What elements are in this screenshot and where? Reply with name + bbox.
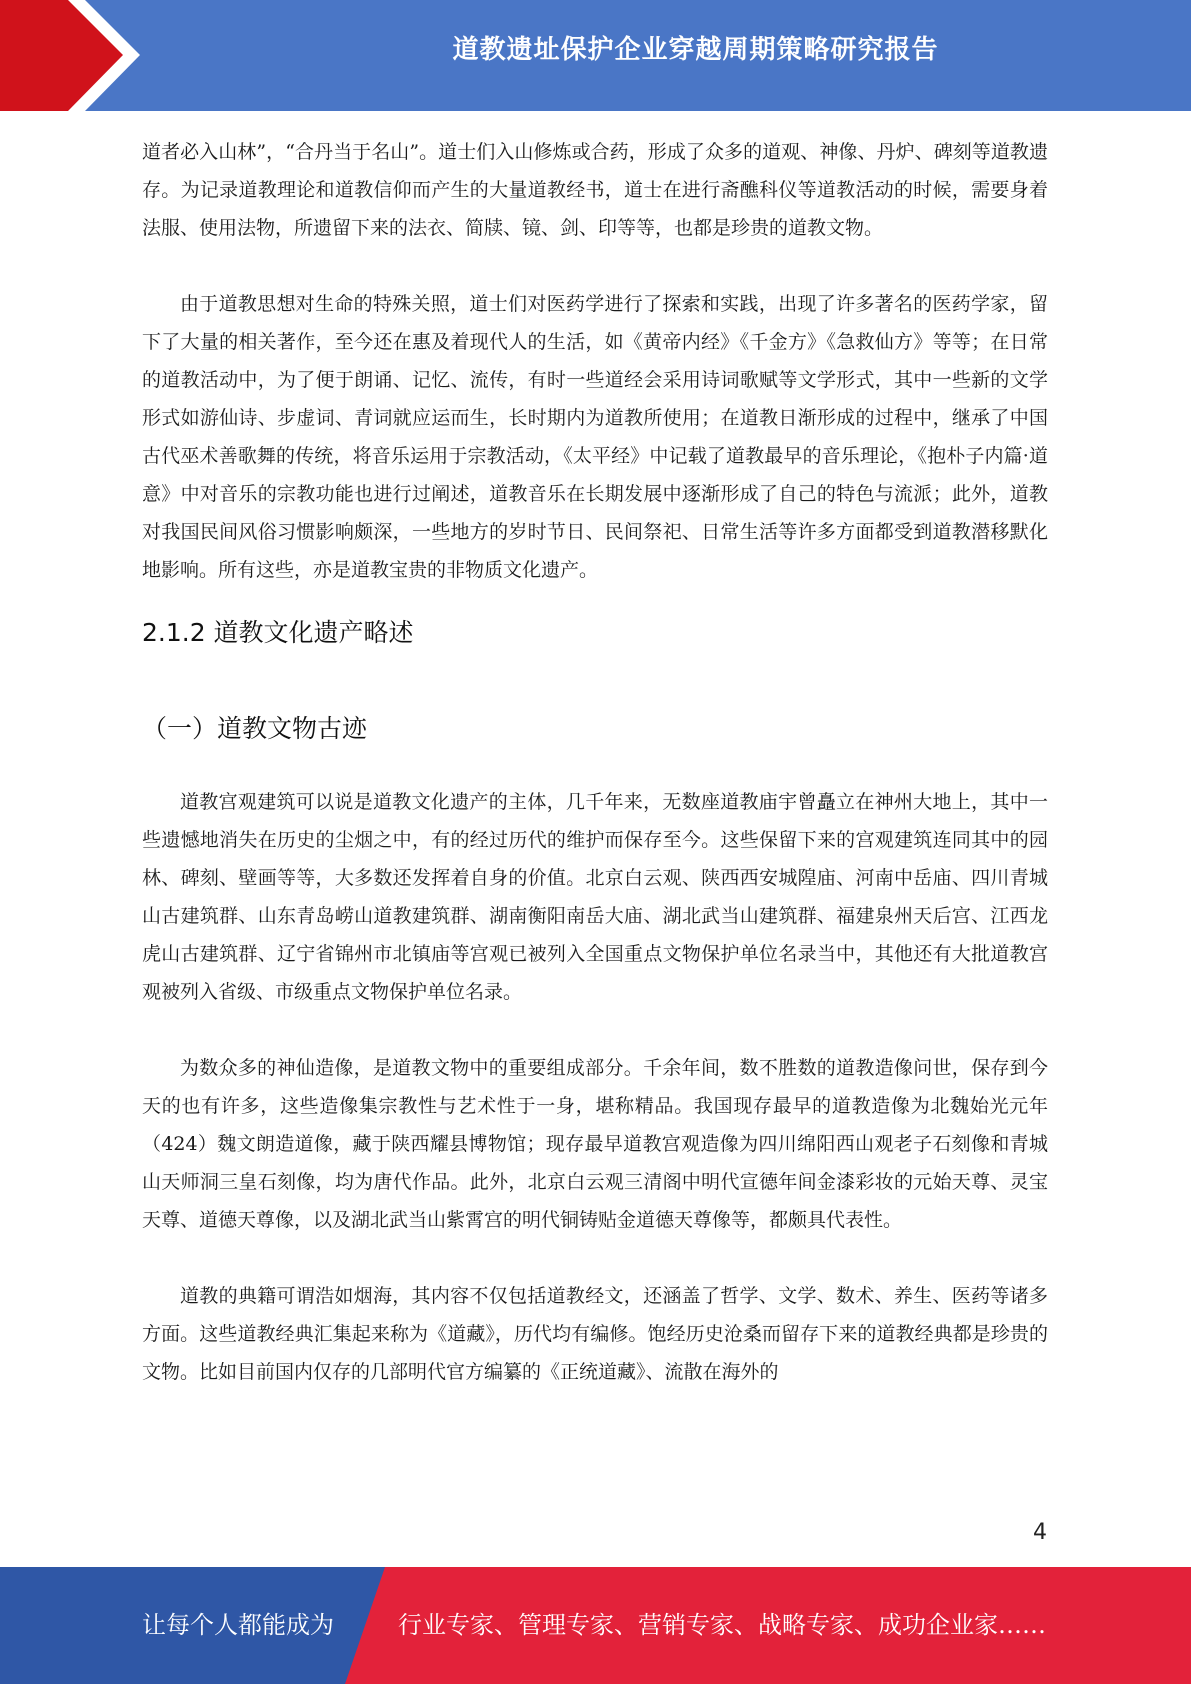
header-arrow-decoration	[0, 0, 160, 111]
subsection-heading: （一）道教文物古迹	[142, 714, 368, 743]
paragraph-1: 道者必入山林”，“合丹当于名山”。道士们入山修炼或合药，形成了众多的道观、神像、丹炉、碑刻等道教遗存。为记录道教理论和道教信仰而产生的大量道教经书，道士在进行斋醮科仪等道教活动的时候，需要身着法服、使用法物，所遗留下来的法衣、简牍、镜、剑、印等等，也都是珍贵的道教文物。	[142, 141, 1048, 239]
section-heading: 2.1.2 道教文化遗产略述	[142, 618, 414, 647]
document-body	[142, 133, 1048, 1391]
paragraph-4: 为数众多的神仙造像，是道教文物中的重要组成部分。千余年间，数不胜数的道教造像问世，保存到今天的也有许多，这些造像集宗教性与艺术性于一身，堪称精品。我国现存最早的道教造像为北魏始光元年（424）魏文朗造道像，藏于陕西耀县博物馆；现存最早道教宫观造像为四川绵阳西山观老子石刻像和青城山天师洞三皇石刻像，均为唐代作品。此外，北京白云观三清阁中明代宣德年间金漆彩妆的元始天尊、灵宝天尊、道德天尊像，以及湖北武当山紫霄宫的明代铜铸贴金道德天尊像等，都颇具代表性。	[142, 1057, 1048, 1231]
footer-slogan-right: 行业专家、管理专家、营销专家、战略专家、成功企业家……	[398, 1611, 1046, 1639]
footer-slogan-left: 让每个人都能成为	[142, 1611, 334, 1639]
page-footer	[0, 1567, 1191, 1684]
paragraph-2: 由于道教思想对生命的特殊关照，道士们对医药学进行了探索和实践，出现了许多著名的医药学家，留下了大量的相关著作，至今还在惠及着现代人的生活，如《黄帝内经》《千金方》《急救仙方》等等；在日常的道教活动中，为了便于朗诵、记忆、流传，有时一些道经会采用诗词歌赋等文学形式，其中一些新的文学形式如游仙诗、步虚词、青词就应运而生，长时期内为道教所使用；在道教日渐形成的过程中，继承了中国古代巫术善歌舞的传统，将音乐运用于宗教活动，《太平经》中记载了道教最早的音乐理论，《抱朴子内篇·道意》中对音乐的宗教功能也进行过阐述，道教音乐在长期发展中逐渐形成了自己的特色与流派；此外，道教对我国民间风俗习惯影响颇深，一些地方的岁时节日、民间祭祀、日常生活等许多方面都受到道教潜移默化地影响。所有这些，亦是道教宝贵的非物质文化遗产。	[142, 293, 1048, 581]
paragraph-3: 道教宫观建筑可以说是道教文化遗产的主体，几千年来，无数座道教庙宇曾矗立在神州大地上，其中一些遗憾地消失在历史的尘烟之中，有的经过历代的维护而保存至今。这些保留下来的宫观建筑连同其中的园林、碑刻、壁画等等，大多数还发挥着自身的价值。北京白云观、陕西西安城隍庙、河南中岳庙、四川青城山古建筑群、山东青岛崂山道教建筑群、湖南衡阳南岳大庙、湖北武当山建筑群、福建泉州天后宫、江西龙虎山古建筑群、辽宁省锦州市北镇庙等宫观已被列入全国重点文物保护单位名录当中，其他还有大批道教宫观被列入省级、市级重点文物保护单位名录。	[142, 791, 1048, 1003]
page-header	[0, 0, 1191, 111]
document-title: 道教遗址保护企业穿越周期策略研究报告	[452, 35, 939, 65]
page-number: 4	[1033, 1520, 1047, 1545]
paragraph-5: 道教的典籍可谓浩如烟海，其内容不仅包括道教经文，还涵盖了哲学、文学、数术、养生、医药等诸多方面。这些道教经典汇集起来称为《道藏》，历代均有编修。饱经历史沧桑而留存下来的道教经典都是珍贵的文物。比如目前国内仅存的几部明代官方编纂的《正统道藏》、流散在海外的	[142, 1285, 1048, 1383]
